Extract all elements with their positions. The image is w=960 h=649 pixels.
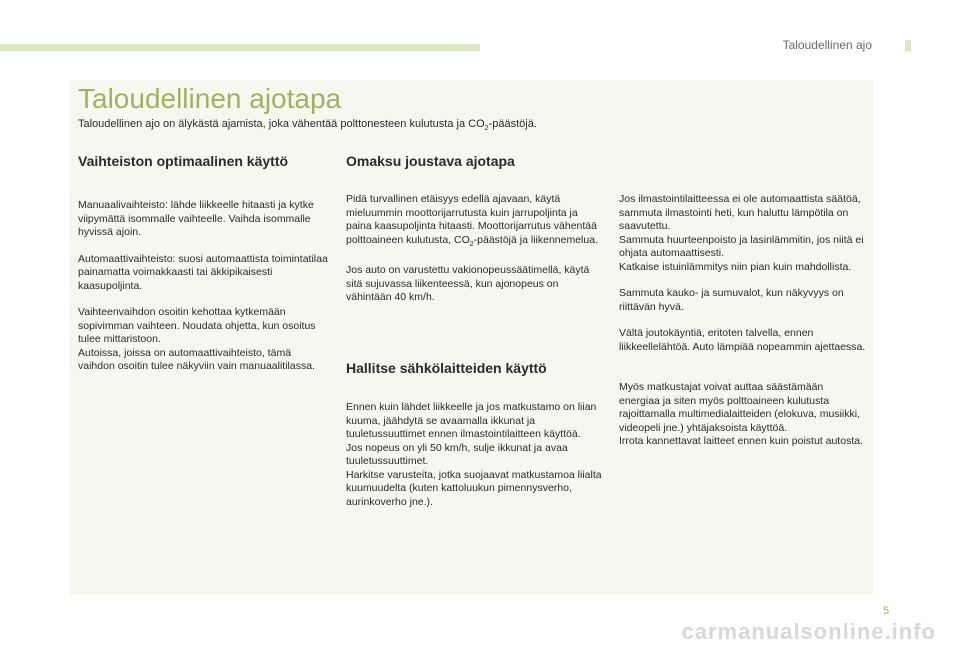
gear-p2: Automaattivaihteisto: suosi automaattista toimintatilaa painamatta voimakkaasti tai äkkipikaisesti kaasupoljinta.: [78, 252, 328, 292]
right-p1-line3: Katkaise istuinlämmitys niin pian kuin mahdollista.: [619, 260, 852, 273]
electrical-line1: Ennen kuin lähdet liikkeelle ja jos matkustamo on liian kuuma, jäähdytä se avaamalla ikkunat ja tuuletussuuttimet ennen ilmastointilaitteen käyttöä.: [346, 401, 597, 440]
gear-p3-line2: Autoissa, joissa on automaattivaihteisto, tämä vaihdon osoitin tulee näkyviin vain manuaalitilassa.: [78, 346, 315, 372]
electrical-line2: Jos nopeus on yli 50 km/h, sulje ikkunat ja avaa tuuletussuuttimet.: [346, 441, 568, 467]
flexible-heading: Omaksu joustava ajotapa: [346, 153, 515, 169]
right-p4-line1: Myös matkustajat voivat auttaa säästämään energiaa ja siten myös polttoaineen kulutusta rajoittamalla multimedialaitteiden (elokuva, musiikki, videopeli jne.) yhtäjaksoista käyttöä.: [619, 381, 861, 434]
running-title: Taloudellinen ajo: [782, 38, 872, 52]
electrical-heading: Hallitse sähkölaitteiden käyttö: [346, 360, 547, 376]
gear-heading: Vaihteiston optimaalinen käyttö: [78, 153, 289, 169]
intro-text: [78, 118, 537, 132]
electrical-column: [346, 401, 604, 509]
flexible-p1-a: Pidä turvallinen etäisyys edellä ajavaan, käytä mieluummin moottorijarrutusta kuin jarrupoljinta ja paina kaasupoljinta hitaasti. Moottorijarrutus vähentää polttoaineen kulutusta, CO: [346, 193, 597, 246]
right-p1-line2: Sammuta huurteenpoisto ja lasinlämmitin, jos niitä ei ohjata automaattisesti.: [619, 233, 864, 259]
gear-p1: Manuaalivaihteisto: lähde liikkeelle hitaasti ja kytke viipymättä isommalle vaihteelle. Vaihda isommalle hyvissä ajoin.: [78, 199, 314, 238]
intro-after: -päästöjä.: [488, 118, 537, 130]
right-column: [619, 193, 867, 449]
watermark: carmanualsonline.info: [681, 619, 936, 644]
right-p3: Vältä joutokäyntiä, eritoten talvella, ennen liikkeellelähtöä. Auto lämpiää nopeammin ajettaessa.: [619, 327, 866, 353]
page-number: 5: [883, 605, 890, 617]
right-p2: Sammuta kauko- ja sumuvalot, kun näkyvyys on riittävän hyvä.: [619, 287, 844, 313]
intro-sub: 2: [484, 125, 489, 133]
right-p4-line2: Irrota kannettavat laitteet ennen kuin poistut autosta.: [619, 435, 863, 447]
gear-p3-line1: Vaihteenvaihdon osoitin kehottaa kytkemään sopivimman vaihteen. Noudata ohjetta, kun osoitus tulee mittaristoon.: [78, 306, 316, 345]
gear-column: [78, 199, 330, 374]
page-title: Taloudellinen ajotapa: [78, 83, 342, 114]
flexible-p1: [346, 193, 604, 251]
intro-before: Taloudellinen ajo on älykästä ajamista, joka vähentää polttonesteen kulutusta ja CO: [78, 118, 485, 130]
header-corner-mark: [905, 40, 911, 51]
flexible-column: [346, 193, 604, 305]
flexible-p2: Jos auto on varustettu vakionopeussäätimellä, käytä sitä sujuvassa liikenteessä, kun ajonopeus on vähintään 40 km/h.: [346, 264, 590, 304]
flexible-p1-b: -päästöjä ja liikennemelua.: [473, 233, 598, 246]
header-accent-bar: [0, 44, 480, 51]
flexible-p1-sub: 2: [469, 240, 474, 248]
electrical-line3: Harkitse varusteita, jotka suojaavat matkustamoa liialta kuumuudelta (kuten kattoluukun pimennysverho, aurinkoverho jne.).: [346, 468, 602, 508]
right-p1-line1: Jos ilmastointilaitteessa ei ole automaattista säätöä, sammuta ilmastointi heti, kun haluttu lämpötila on saavutettu.: [619, 193, 861, 232]
